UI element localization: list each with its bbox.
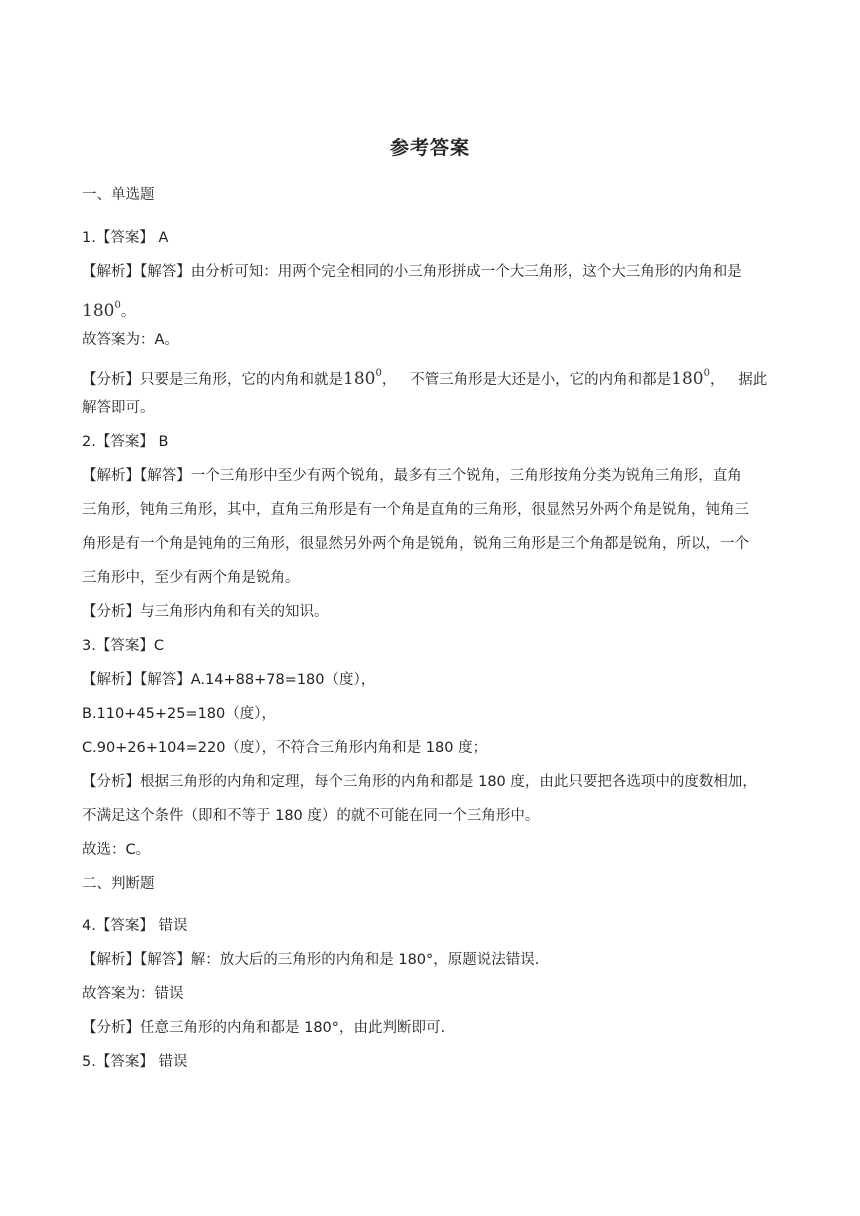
q4-answer: 4.【答案】 错误 [82, 918, 188, 934]
q2-analysis-line3: 角形是有一个角是钝角的三角形，很显然另外两个角是锐角，锐角三角形是三个角都是锐角，所以，一个 [82, 536, 749, 552]
q1-conclusion: 故答案为：A。 [82, 332, 179, 348]
math-180-degree: $180^0$ [671, 368, 710, 389]
q4-fenxi: 【分析】任意三角形的内角和都是 180°，由此判断即可. [82, 1020, 446, 1036]
q3-analysis-line3: C.90+26+104=220（度），不符合三角形内角和是 180 度； [82, 740, 488, 756]
q5-answer: 5.【答案】 错误 [82, 1054, 188, 1070]
q3-conclusion: 故选：C。 [82, 842, 151, 858]
q4-analysis: 【解析】【解答】解：放大后的三角形的内角和是 180°，原题说法错误. [82, 952, 540, 968]
page-title: 参考答案 [389, 137, 470, 159]
q3-fenxi-line2: 不满足这个条件（即和不等于 180 度）的就不可能在同一个三角形中。 [82, 808, 540, 824]
section-heading-single-choice: 一、单选题 [82, 187, 155, 203]
q3-fenxi-line1: 【分析】根据三角形的内角和定理，每个三角形的内角和都是 180 度，由此只要把各选项中的度数相加， [82, 774, 757, 790]
q1-answer: 1.【答案】 A [82, 230, 169, 246]
q2-analysis-line1: 【解析】【解答】一个三角形中至少有两个锐角，最多有三个锐角，三角形按角分类为锐角三角形，直角 [82, 468, 742, 484]
q1-analysis: 【解析】【解答】由分析可知：用两个完全相同的小三角形拼成一个大三角形，这个大三角形的内角和是 [82, 264, 742, 280]
q1-analysis-cont: $180^0$。 [82, 300, 136, 321]
math-180-degree: $180^0$ [343, 368, 382, 389]
q4-conclusion: 故答案为：错误 [82, 986, 184, 1002]
section-heading-true-false: 二、判断题 [82, 876, 155, 892]
q3-analysis-line1: 【解析】【解答】A.14+88+78=180（度）， [82, 672, 376, 688]
math-180-degree: $180^0$ [82, 300, 121, 321]
q3-answer: 3.【答案】C [82, 638, 164, 654]
q2-analysis-line4: 三角形中，至少有两个角是锐角。 [82, 570, 300, 586]
q2-fenxi: 【分析】与三角形内角和有关的知识。 [82, 604, 329, 620]
q1-fenxi-cont: 解答即可。 [82, 400, 155, 416]
q3-analysis-line2: B.110+45+25=180（度）， [82, 706, 277, 722]
q2-analysis-line2: 三角形，钝角三角形，其中，直角三角形是有一个角是直角的三角形，很显然另外两个角是锐角，钝角三 [82, 502, 749, 518]
q1-fenxi: 【分析】只要是三角形，它的内角和就是$180^0$， 不管三角形是大还是小，它的内角和都是$180^0$， 据此 [82, 368, 768, 389]
q2-answer: 2.【答案】 B [82, 434, 169, 450]
